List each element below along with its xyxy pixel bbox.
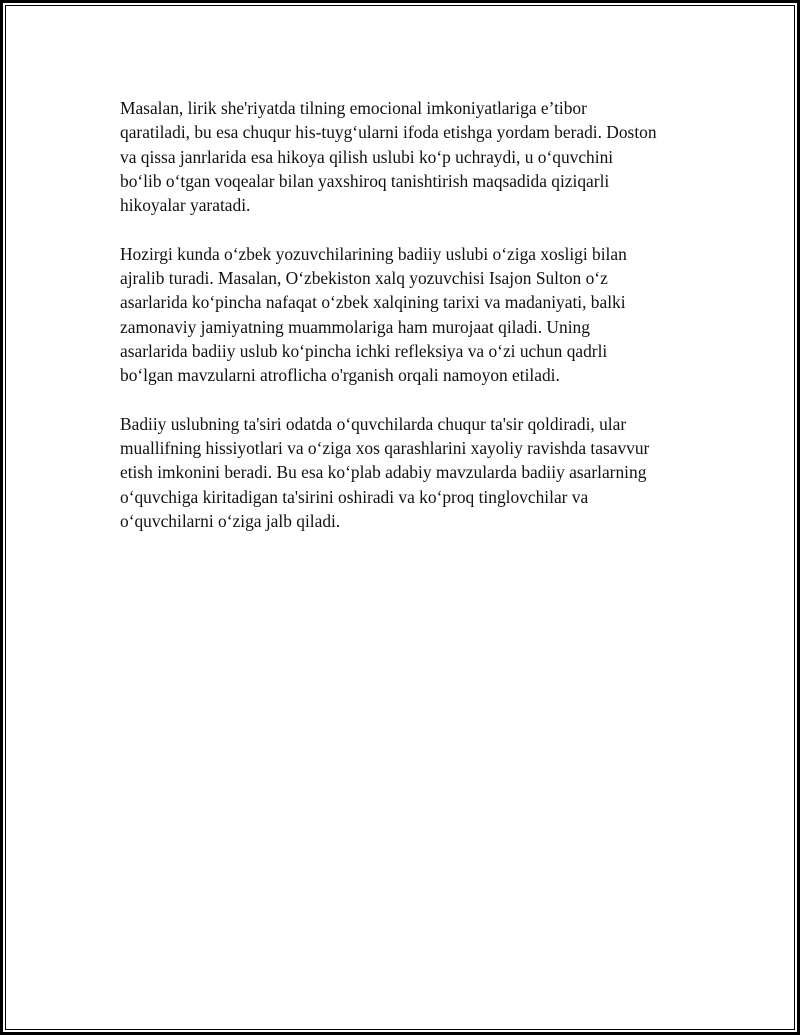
text-line: va qissa janrlarida esa hikoya qilish uslubi ko‘p uchraydi, u o‘quvchini <box>120 146 614 167</box>
text-line: Masalan, lirik she'riyatda tilning emocional imkoniyatlariga e’tibor <box>120 98 587 118</box>
text-line: qaratiladi, bu esa chuqur his-tuyg‘ularni ifoda etishga yordam beradi. Doston <box>120 122 657 143</box>
text-line: asarlarida badiiy uslub ko‘pincha ichki refleksiya va o‘zi uchun qadrli <box>120 340 608 361</box>
text-line: hikoyalar yaratadi. <box>120 195 251 216</box>
text-line: muallifning hissiyotlari va o‘ziga xos qarashlarini xayoliy ravishda tasavvur <box>120 438 650 459</box>
text-line: o‘quvchiga kiritadigan ta'sirini oshiradi va ko‘proq tinglovchilar va <box>120 486 589 507</box>
text-line: o‘quvchilarni o‘ziga jalb qiladi. <box>120 511 341 532</box>
text-line: etish imkonini beradi. Bu esa ko‘plab adabiy mavzularda badiiy asarlarning <box>120 462 647 483</box>
paragraph-3 <box>120 412 700 533</box>
text-line: asarlarida ko‘pincha nafaqat o‘zbek xalqining tarixi va madaniyati, balki <box>120 292 626 313</box>
text-line: bo‘lgan mavzularni atroflicha o'rganish orqali namoyon etiladi. <box>120 365 560 386</box>
document-body <box>120 96 700 558</box>
text-line: Hozirgi kunda o‘zbek yozuvchilarining badiiy uslubi o‘ziga xosligi bilan <box>120 243 627 264</box>
text-line: bo‘lib o‘tgan voqealar bilan yaxshiroq tanishtirish maqsadida qiziqarli <box>120 170 610 191</box>
text-line: ajralib turadi. Masalan, O‘zbekiston xalq yozuvchisi Isajon Sulton o‘z <box>120 268 608 289</box>
paragraph-2 <box>120 242 700 388</box>
text-line: zamonaviy jamiyatning muammolariga ham murojaat qiladi. Uning <box>120 316 590 337</box>
text-line: Badiiy uslubning ta'siri odatda o‘quvchilarda chuqur ta'sir qoldiradi, ular <box>120 413 627 434</box>
paragraph-1 <box>120 96 700 217</box>
